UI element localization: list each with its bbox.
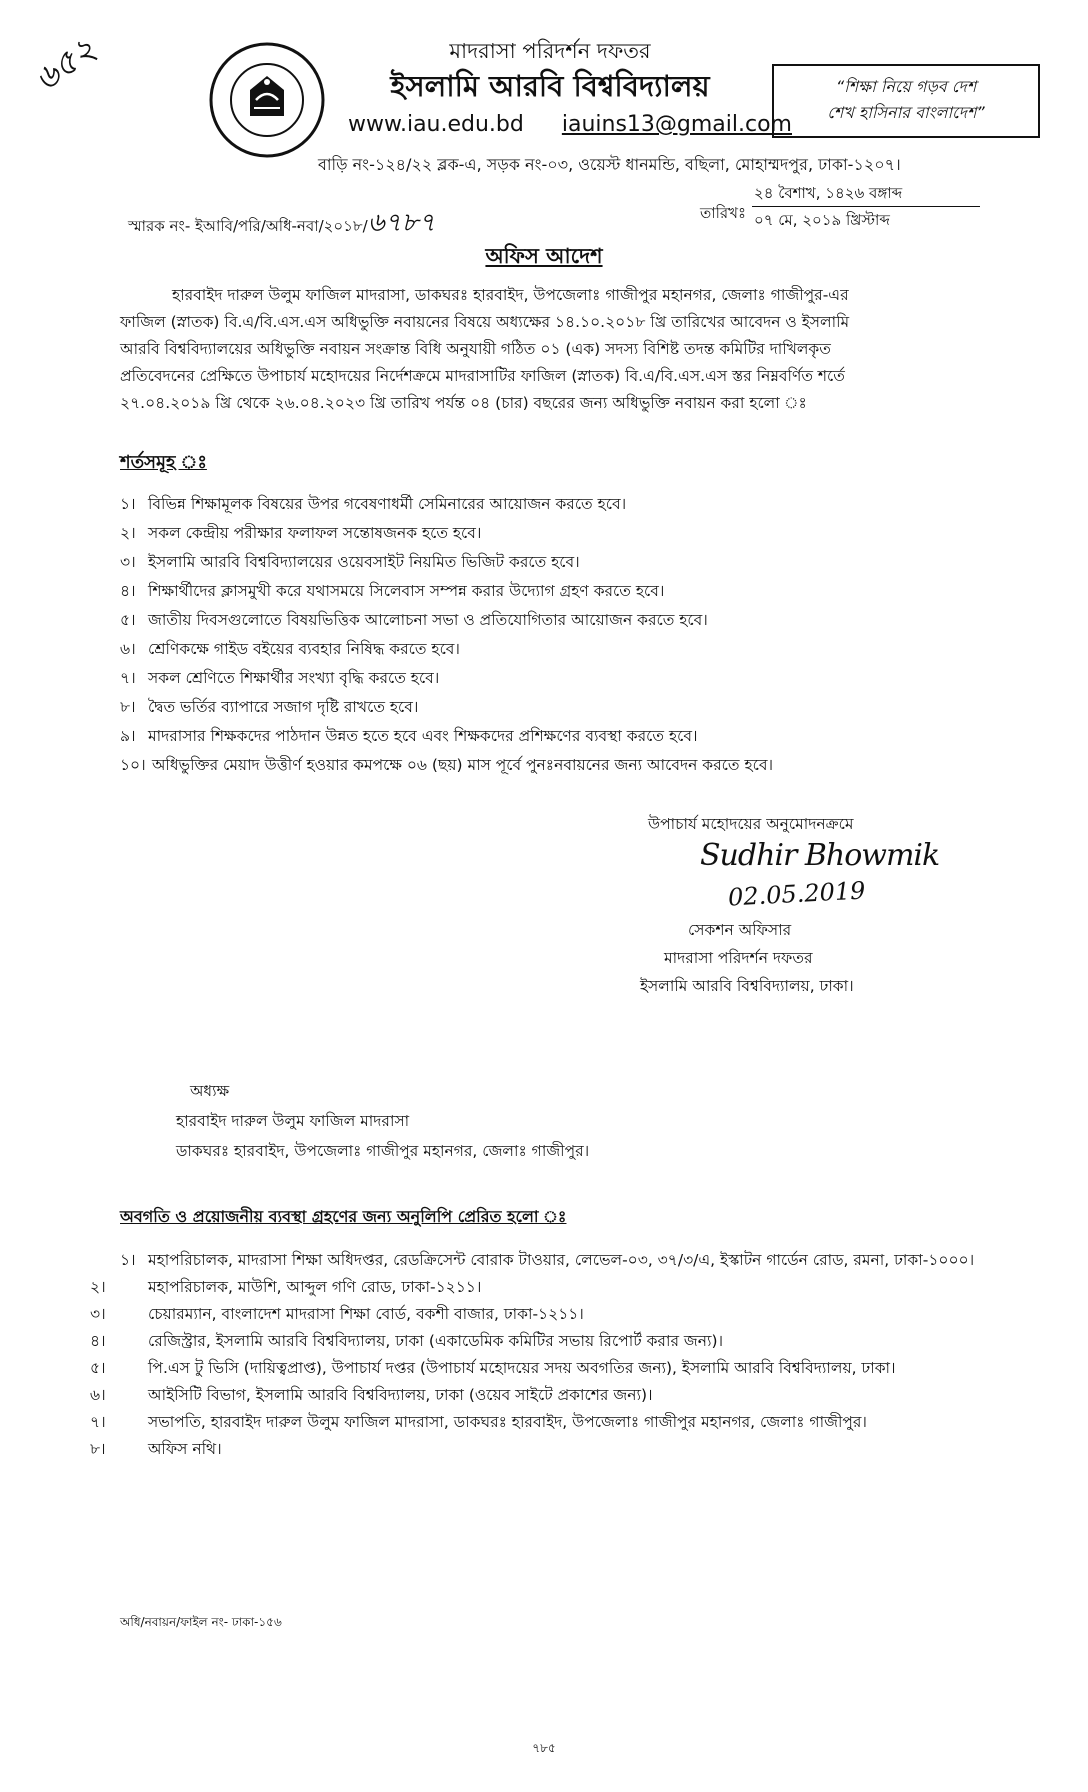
condition-item: ৫। জাতীয় দিবসগুলোতে বিষয়ভিত্তিক আলোচনা সভা ও প্রতিযোগিতার আয়োজন করতে হবে। [120,611,708,629]
condition-item: ৮। দ্বৈত ভর্তির ব্যাপারে সজাগ দৃষ্টি রাখতে হবে। [120,698,419,716]
approval-note: উপাচার্য মহোদয়ের অনুমোদনক্রমে [648,815,854,833]
signatory-office: মাদরাসা পরিদর্শন দফতর [664,949,813,967]
condition-item: ৩। ইসলামি আরবি বিশ্ববিদ্যালয়ের ওয়েবসাইট নিয়মিত ভিজিট করতে হবে। [120,553,580,571]
order-line-5: ২৭.০৪.২০১৯ খ্রি থেকে ২৬.০৪.২০২৩ খ্রি তারিখ পর্যন্ত ০৪ (চার) বছরের জন্য অধিভুক্তি নবায়ন করা হলো ঃ [120,394,807,412]
website-link[interactable]: www.iau.edu.bd [348,112,524,137]
copy-item: ২। মহাপরিচালক, মাউশি, আব্দুল গণি রোড, ঢাকা-১২১১। [90,1278,482,1296]
copy-item: ৬। আইসিটি বিভাগ, ইসলামি আরবি বিশ্ববিদ্যালয়, ঢাকা (ওয়েব সাইটে প্রকাশের জন্য)। [90,1386,653,1404]
copies-list [90,1248,980,1464]
order-line-3: আরবি বিশ্ববিদ্যালয়ের অধিভুক্তি নবায়ন সংক্রান্ত বিধি অনুযায়ী গঠিত ০১ (এক) সদস্য বিশিষ্ট তদন্ত কমিটির দাখিলকৃত [120,340,831,358]
date-block [752,180,980,233]
signature: Sudhir Bhowmik [700,838,940,873]
signatory-designation: সেকশন অফিসার [688,921,792,939]
copy-item: ৪। রেজিস্ট্রার, ইসলামি আরবি বিশ্ববিদ্যালয়, ঢাকা (একাডেমিক কমিটির সভায় রিপোর্ট করার জন্য)। [90,1332,724,1350]
order-line-1: হারবাইদ দারুল উলুম ফাজিল মাদরাসা, ডাকঘরঃ হারবাইদ, উপজেলাঃ গাজীপুর মহানগর, জেলাঃ গাজীপুর-এর [172,286,849,304]
order-paragraph [120,282,976,417]
date-bangla: ২৪ বৈশাখ, ১৪২৬ বঙ্গাব্দ [752,180,980,207]
order-line-4: প্রতিবেদনের প্রেক্ষিতে উপাচার্য মহোদয়ের নির্দেশক্রমে মাদরাসাটির ফাজিল (স্নাতক) বি.এ/বি.এস.এস স্তর নিম্নবর্ণিত শর্তে [120,367,845,385]
university-name: ইসলামি আরবি বিশ্ববিদ্যালয় [390,69,710,103]
condition-item: ১০। অধিভুক্তির মেয়াদ উত্তীর্ণ হওয়ার কমপক্ষে ০৬ (ছয়) মাস পূর্বে পুনঃনবায়নের জন্য আবেদন করতে হবে। [120,756,774,774]
handwritten-margin-mark: ৬৫২ [27,29,105,100]
copy-item: ৩। চেয়ারম্যান, বাংলাদেশ মাদরাসা শিক্ষা বোর্ড, বকশী বাজার, ঢাকা-১২১১। [90,1305,584,1323]
condition-item: ৯। মাদরাসার শিক্ষকদের পাঠদান উন্নত হতে হবে এবং শিক্ষকদের প্রশিক্ষণের ব্যবস্থা করতে হবে। [120,727,698,745]
conditions-heading: শর্তসমূহ ঃ [120,452,207,473]
copy-item: ১। মহাপরিচালক, মাদরাসা শিক্ষা অধিদপ্তর, রেডক্রিসেন্ট বোরাক টাওয়ার, লেভেল-০৩, ৩৭/৩/এ, ইস্কাটন গার্ডেন রোড, রমনা, ঢাকা-১০০০। [120,1251,975,1269]
recipient-block [176,1076,589,1166]
order-line-2: ফাজিল (স্নাতক) বি.এ/বি.এস.এস অধিভুক্তি নবায়নের বিষয়ে অধ্যক্ষের ১৪.১০.২০১৮ খ্রি তারিখের আবেদন ও ইসলামি [120,313,850,331]
page-number: ৭৮৫ [532,1741,556,1755]
signed-date: 02.05.2019 [727,876,867,912]
office-address: বাড়ি নং-১২৪/২২ ব্লক-এ, সড়ক নং-০৩, ওয়েস্ট ধানমন্ডি, বছিলা, মোহাম্মদপুর, ঢাকা-১২০৭। [318,155,901,174]
slogan-line-2: শেখ হাসিনার বাংলাদেশ” [827,103,985,122]
copy-item: ৭। সভাপতি, হারবাইদ দারুল উলুম ফাজিল মাদরাসা, ডাকঘরঃ হারবাইদ, উপজেলাঃ গাজীপুর মহানগর, জেলাঃ গাজীপুর। [90,1413,867,1431]
condition-item: ৭। সকল শ্রেণিতে শিক্ষার্থীর সংখ্যা বৃদ্ধি করতে হবে। [120,669,440,687]
condition-item: ৬। শ্রেণিকক্ষে গাইড বইয়ের ব্যবহার নিষিদ্ধ করতে হবে। [120,640,460,658]
slogan-line-1: “শিক্ষা নিয়ে গড়ব দেশ [835,77,977,96]
memo-ref-number: ৬৭৮৭ [367,208,436,238]
memo-ref-label: স্মারক নং- ইআবি/পরি/অধি-নবা/২০১৮/ [128,217,368,235]
recipient-title: অধ্যক্ষ [190,1082,230,1100]
file-reference: অধি/নবায়ন/ফাইল নং- ঢাকা-১৫৬ [120,1615,282,1629]
date-english: ০৭ মে, ২০১৯ খ্রিস্টাব্দ [754,211,890,229]
signatory-block [640,916,980,1000]
copies-heading: অবগতি ও প্রয়োজনীয় ব্যবস্থা গ্রহণের জন্য অনুলিপি প্রেরিত হলো ঃ [120,1207,567,1226]
condition-item: ২। সকল কেন্দ্রীয় পরীক্ষার ফলাফল সন্তোষজনক হতে হবে। [120,524,482,542]
condition-item: ১। বিভিন্ন শিক্ষামূলক বিষয়ের উপর গবেষণাধর্মী সেমিনারের আয়োজন করতে হবে। [120,495,627,513]
email-link[interactable]: iauins13@gmail.com [561,112,792,137]
page-title: অফিস আদেশ [485,244,603,268]
date-label: তারিখঃ [700,204,746,222]
office-name: মাদরাসা পরিদর্শন দফতর [449,39,651,63]
university-logo [192,38,342,162]
copy-item: ৫। পি.এস টু ভিসি (দায়িত্বপ্রাপ্ত), উপাচার্য দপ্তর (উপাচার্য মহোদয়ের সদয় অবগতির জন্য), ইসলামি আরবি বিশ্ববিদ্যালয়, ঢাকা। [90,1359,896,1377]
conditions-list [120,492,980,782]
recipient-name: হারবাইদ দারুল উলুম ফাজিল মাদরাসা [176,1112,410,1130]
slogan-box [772,64,1040,138]
recipient-address: ডাকঘরঃ হারবাইদ, উপজেলাঃ গাজীপুর মহানগর, জেলাঃ গাজীপুর। [176,1142,590,1160]
copy-item: ৮। অফিস নথি। [90,1440,222,1458]
condition-item: ৪। শিক্ষার্থীদের ক্লাসমুখী করে যথাসময়ে সিলেবাস সম্পন্ন করার উদ্যোগ গ্রহণ করতে হবে। [120,582,665,600]
signatory-university: ইসলামি আরবি বিশ্ববিদ্যালয়, ঢাকা। [640,977,854,995]
